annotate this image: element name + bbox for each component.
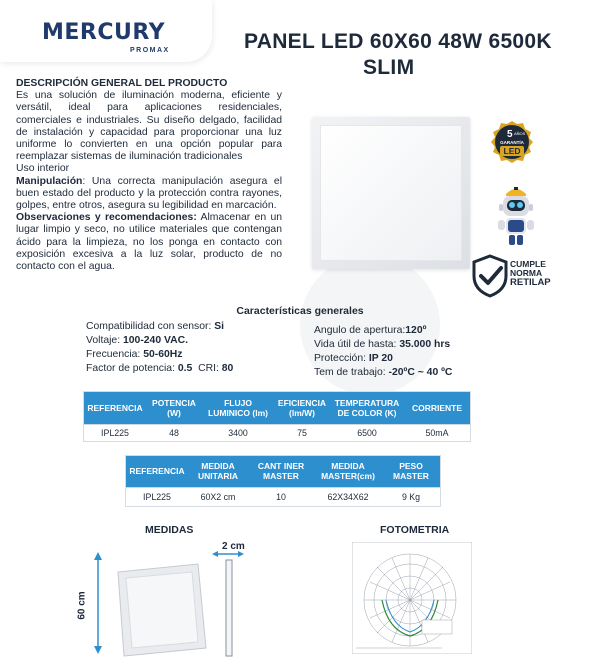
brand-name: MERCURY — [42, 20, 166, 45]
char-sensor: Compatibilidad con sensor: Si — [86, 321, 225, 332]
characteristics-left — [86, 320, 233, 376]
warranty-badge-icon — [490, 120, 534, 164]
warranty-type: LED — [503, 146, 521, 156]
retilap-line3: RETILAP — [510, 277, 551, 288]
description-body: Es una solución de iluminación moderna, eficiente y versátil, ideal para aplicaciones residenciales, comerciales e industriales. Su diseño delgado, facilidad de instalación y capacidad para proporcionar una luz uniforme lo convierten en una opción popular para reemplazar sistemas de iluminación tradicionales — [16, 90, 282, 163]
header — [0, 0, 600, 78]
table-row: IPL225 60X2 cm 10 62X34X62 9 Kg — [126, 487, 440, 506]
retilap-badge — [470, 254, 556, 298]
char-protection: Protección: IP 20 — [314, 353, 393, 364]
table-row: IPL225 48 3400 75 6500 50mA — [84, 424, 470, 441]
char-beam-angle: Angulo de apertura:120º — [314, 325, 427, 336]
specs-table — [84, 392, 470, 441]
warranty-unit: AÑOS — [514, 131, 526, 136]
robot-mascot-icon — [494, 182, 538, 248]
char-voltage: Voltaje: 100-240 VAC. — [86, 335, 189, 346]
observations-label: Observaciones y recomendaciones: — [16, 212, 197, 224]
brand-logo — [0, 0, 212, 62]
dimensions-drawing — [88, 550, 288, 660]
handling-text: : Una correcta manipulación asegura el buen estado del producto y la protección contra rayones, golpes, entre otros, asegura su legibilidad en marcación. — [16, 175, 282, 212]
specs-table-header: REFERENCIA POTENCIA (W) FLUJO LUMINICO (lm) EFICIENCIA (lm/W) TEMPERATURA DE COLOR (K) CORRIENTE — [84, 392, 470, 424]
fotometria-label: FOTOMETRIA — [380, 524, 450, 536]
packaging-table — [126, 456, 440, 506]
warranty-label: GARANTÍA — [500, 140, 524, 145]
char-work-temp: Tem de trabajo: -20ºC ~ 40 ºC — [314, 367, 453, 378]
product-title-line1: PANEL LED 60X60 48W 6500K — [244, 30, 552, 53]
char-lifetime: Vida útil de hasta: 35.000 hrs — [314, 339, 451, 350]
photometric-diagram — [352, 542, 472, 654]
description-heading: DESCRIPCIÓN GENERAL DEL PRODUCTO — [16, 78, 228, 89]
description-block — [16, 78, 282, 273]
retilap-line2: NORMA — [510, 268, 543, 278]
observations-paragraph — [16, 212, 282, 273]
characteristics-right — [314, 324, 452, 380]
handling-label: Manipulación — [16, 175, 83, 187]
shield-check-icon — [470, 254, 510, 298]
product-title-line2: SLIM — [363, 56, 415, 79]
height-dimension-label: 60 cm — [76, 591, 88, 620]
width-dimension-label: 2 cm — [222, 541, 245, 552]
brand-sub: PROMAX — [130, 47, 170, 54]
handling-paragraph — [16, 176, 282, 213]
observations-text: Almacenar en un lugar limpio y seco, no utilice materiales que contengan ácido para la limpieza, no los ponga en contacto con exposición excesiva a la luz solar, producto de no contacto con el agua. — [16, 212, 282, 273]
characteristics-title: Características generales — [236, 305, 364, 317]
char-frequency: Frecuencia: 50-60Hz — [86, 349, 183, 360]
packaging-table-header: REFERENCIA MEDIDA UNITARIA CANT INER MASTER MEDIDA MASTER(cm) PESO MASTER — [126, 456, 440, 487]
retilap-line1: CUMPLE — [510, 259, 546, 269]
medidas-label: MEDIDAS — [145, 524, 194, 536]
product-panel-image — [312, 117, 470, 269]
description-use: Uso interior — [16, 163, 70, 175]
char-power-factor: Factor de potencia: 0.5 CRI: 80 — [86, 363, 234, 374]
warranty-years: 5 — [507, 129, 513, 140]
